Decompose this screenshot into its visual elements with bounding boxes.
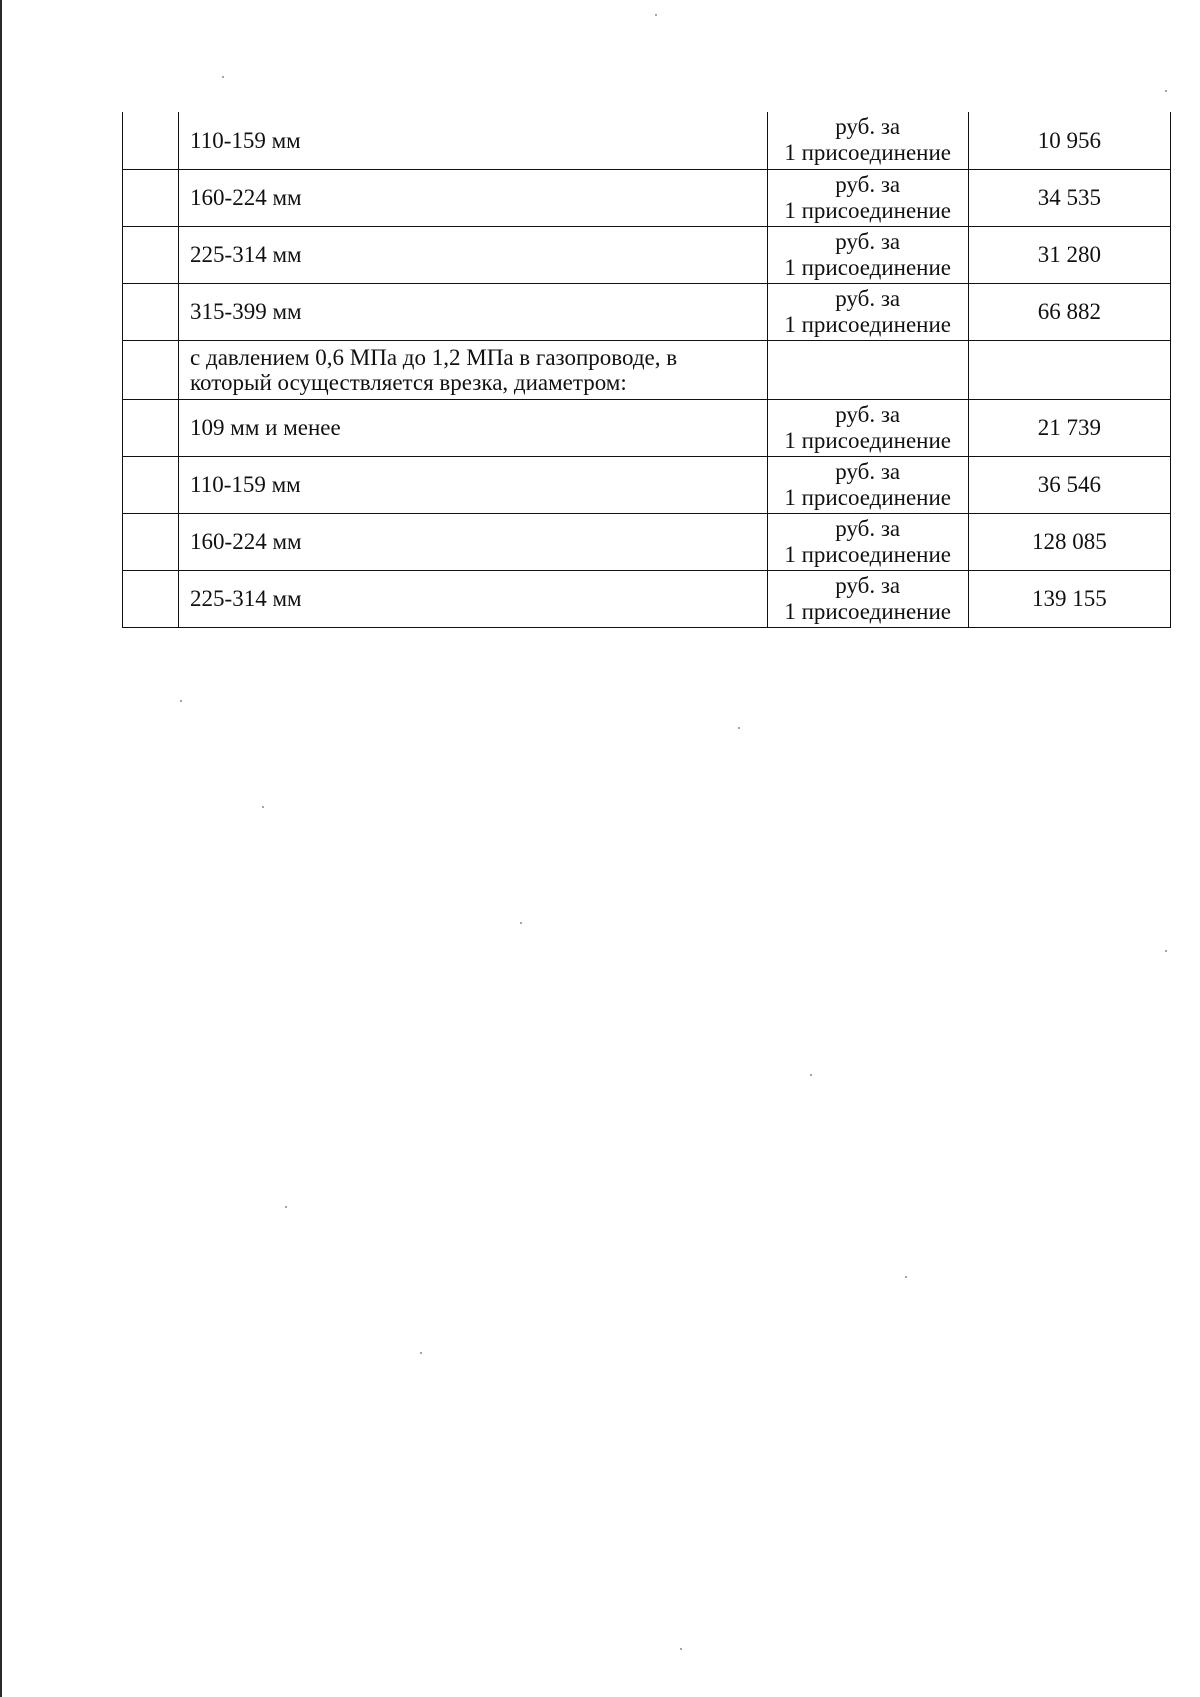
diameter-range-cell: 225-314 мм <box>179 570 768 627</box>
scan-speck <box>520 922 522 924</box>
tariff-table <box>122 112 1171 628</box>
diameter-range-cell: 225-314 мм <box>179 226 768 283</box>
unit-line-1: руб. за <box>835 171 901 197</box>
unit-cell <box>767 169 968 226</box>
scan-speck <box>810 1074 812 1076</box>
row-number-cell <box>123 513 179 570</box>
unit-cell <box>767 112 968 169</box>
price-cell: 36 546 <box>968 456 1170 513</box>
row-number-cell <box>123 169 179 226</box>
diameter-range-cell: 160-224 мм <box>179 513 768 570</box>
unit-line-2: 1 присоединение <box>784 140 951 166</box>
table-row <box>123 570 1171 627</box>
diameter-range-cell: 315-399 мм <box>179 283 768 340</box>
price-cell: 10 956 <box>968 112 1170 169</box>
unit-line-1: руб. за <box>835 401 901 427</box>
unit-line-1: руб. за <box>835 114 901 140</box>
unit-line-1: руб. за <box>835 572 901 598</box>
unit-line-2: 1 присоединение <box>784 254 951 280</box>
price-cell: 31 280 <box>968 226 1170 283</box>
price-cell: 128 085 <box>968 513 1170 570</box>
scan-speck <box>905 1276 907 1278</box>
scan-speck <box>420 1352 422 1354</box>
table-row <box>123 399 1171 456</box>
row-number-cell <box>123 340 179 399</box>
row-number-cell <box>123 112 179 169</box>
unit-line-1: руб. за <box>835 228 901 254</box>
unit-line-1: руб. за <box>835 285 901 311</box>
scan-speck <box>1165 950 1167 952</box>
row-number-cell <box>123 283 179 340</box>
pressure-group-heading: с давлением 0,6 МПа до 1,2 МПа в газопроводе, в который осуществляется врезка, диаметром: <box>179 340 768 399</box>
table-row <box>123 169 1171 226</box>
price-cell: 21 739 <box>968 399 1170 456</box>
table-row <box>123 513 1171 570</box>
unit-line-2: 1 присоединение <box>784 484 951 510</box>
price-cell: 139 155 <box>968 570 1170 627</box>
diameter-range-cell: 160-224 мм <box>179 169 768 226</box>
unit-line-2: 1 присоединение <box>784 427 951 453</box>
unit-line-2: 1 присоединение <box>784 197 951 223</box>
row-number-cell <box>123 456 179 513</box>
row-number-cell <box>123 570 179 627</box>
diameter-range-cell: 110-159 мм <box>179 112 768 169</box>
scan-speck <box>738 727 740 729</box>
scan-speck <box>680 1648 682 1650</box>
table-row <box>123 112 1171 169</box>
unit-line-2: 1 присоединение <box>784 541 951 567</box>
unit-line-1: руб. за <box>835 458 901 484</box>
table-row <box>123 456 1171 513</box>
unit-cell <box>767 226 968 283</box>
price-cell: 34 535 <box>968 169 1170 226</box>
row-number-cell <box>123 226 179 283</box>
unit-cell <box>767 399 968 456</box>
scan-speck <box>655 14 657 16</box>
price-cell-empty <box>968 340 1170 399</box>
diameter-range-cell: 110-159 мм <box>179 456 768 513</box>
unit-cell <box>767 513 968 570</box>
unit-cell <box>767 283 968 340</box>
unit-cell <box>767 456 968 513</box>
unit-line-1: руб. за <box>835 515 901 541</box>
unit-cell-empty <box>767 340 968 399</box>
scan-speck <box>222 76 224 78</box>
table-group-row <box>123 340 1171 399</box>
scan-left-edge <box>0 0 2 1697</box>
scan-speck <box>285 1206 287 1208</box>
table-row <box>123 283 1171 340</box>
diameter-range-cell: 109 мм и менее <box>179 399 768 456</box>
table-row <box>123 226 1171 283</box>
price-cell: 66 882 <box>968 283 1170 340</box>
scan-speck <box>180 700 182 702</box>
unit-line-2: 1 присоединение <box>784 598 951 624</box>
scan-speck <box>262 806 264 808</box>
unit-cell <box>767 570 968 627</box>
row-number-cell <box>123 399 179 456</box>
unit-line-2: 1 присоединение <box>784 311 951 337</box>
scan-speck <box>1165 90 1167 92</box>
